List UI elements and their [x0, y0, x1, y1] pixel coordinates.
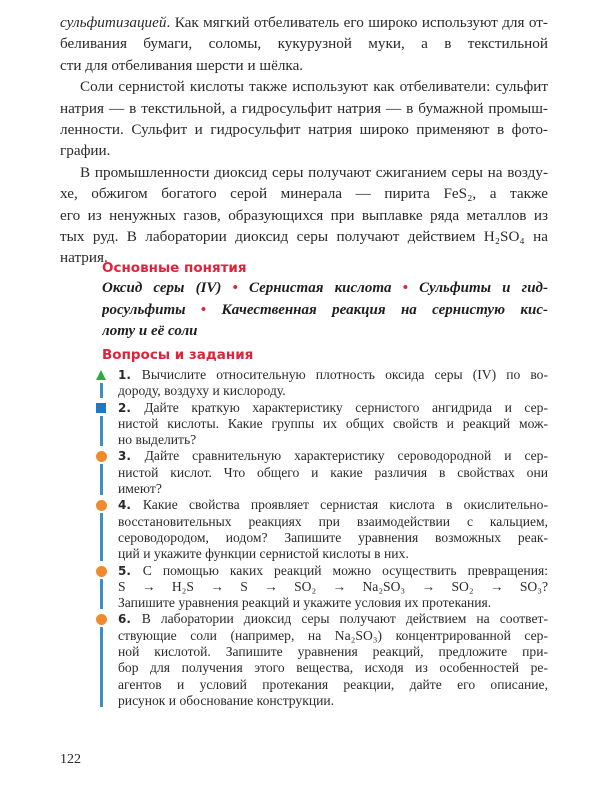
questions-section [102, 345, 548, 709]
text-line: сульфитизацией. Как мягкий отбеливатель его широко используют для от- [60, 14, 548, 31]
question-line: агентов и условий протекания реакции, дайте его описание, [118, 676, 548, 692]
question-bar [100, 416, 103, 447]
question-number: 4. [118, 498, 143, 513]
question-line: ствующие соли (например, на Na₂SO₃) концентрированной сер- [118, 627, 548, 643]
question-line: Запишите уравнения реакций и укажите условия их протекания. [118, 595, 492, 611]
question-number: 5. [118, 563, 143, 578]
question-number: 3. [118, 449, 145, 464]
question-line: 3. Дайте сравнительную характеристику сероводородной и сер- [118, 448, 548, 464]
paragraph [60, 162, 548, 269]
question-line: сероводородом, иодом? Запишите уравнения возможных реак- [118, 529, 548, 545]
question-line: нистой кислот. Что общего и какие различия в свойствах они [118, 464, 548, 480]
text-line: сти для отбеливания шерсти и шёлка. [60, 56, 304, 74]
question-bar [100, 464, 103, 495]
question-line: 1. Вычислите относительную плотность оксида серы (IV) по во- [118, 367, 548, 382]
question-item [102, 611, 548, 709]
question-line: бор для получения этого вещества, исходя из особенностей ре- [118, 660, 548, 676]
question-bar [100, 513, 103, 560]
question-line: имеют? [118, 481, 162, 497]
circle-difficulty-icon [96, 614, 107, 625]
question-line: 5. С помощью каких реакций можно осуществить превращения: [118, 562, 548, 578]
question-item [102, 448, 548, 497]
circle-difficulty-icon [96, 500, 107, 511]
circle-difficulty-icon [96, 566, 107, 577]
triangle-difficulty-icon [96, 370, 106, 380]
question-item [102, 563, 548, 612]
body-text [60, 12, 548, 269]
key-concepts-terms [102, 278, 548, 343]
square-difficulty-icon [96, 403, 106, 413]
text-line: тых руд. В лаборатории диоксид серы получают действием H₂SO₄ на [60, 227, 548, 245]
question-line: восстановительных реакциях при взаимодействии с кальцием, [118, 513, 548, 529]
question-item [102, 400, 548, 449]
question-line: ций и укажите функции сернистой кислоты в них. [118, 546, 409, 562]
question-item [102, 497, 548, 562]
question-item [102, 367, 548, 400]
questions-heading: Вопросы и задания [102, 347, 254, 363]
question-line: рисунок и обоснование конструкции. [118, 692, 335, 708]
text-line: В промышленности диоксид серы получают сжиганием серы на возду- [80, 163, 548, 181]
question-bar [100, 579, 103, 610]
concept-line: росульфиты • Качественная реакция на сернистую кис- [102, 301, 548, 318]
text-line: натрия — в текстильной, а гидросульфит натрия — в бумажной промыш- [60, 99, 548, 117]
question-line: 4. Какие свойства проявляет сернистая кислота в окислительно- [118, 497, 548, 513]
key-concepts-heading: Основные понятия [102, 260, 247, 276]
questions-list [102, 367, 548, 709]
question-line: 6. В лаборатории диоксид серы получают действием на соответ- [118, 611, 548, 627]
paragraph [60, 12, 548, 76]
question-line: 2. Дайте краткую характеристику сернистого ангидрида и сер- [118, 399, 548, 415]
question-line: дороду, воздуху и кислороду. [118, 383, 286, 399]
question-line: нистой кислоты. Какие группы их общих свойств и реакций мож- [118, 415, 548, 431]
text-line: натрия. [60, 249, 108, 267]
text-line: хе, обжигом богатого серой минерала — пирита FeS₂, а также [60, 185, 548, 203]
question-bar [100, 383, 103, 398]
concept-line: Оксид серы (IV) • Сернистая кислота • Сульфиты и гид- [102, 280, 548, 296]
question-number: 2. [118, 400, 145, 415]
text-line: графии. [60, 142, 111, 160]
page-number: 122 [60, 752, 81, 767]
question-line: S → H₂S → S → SO₂ → Na₂SO₃ → SO₂ → SO₃? [118, 578, 548, 594]
concept-line: лоту и её соли [102, 323, 198, 339]
question-number: 1. [118, 368, 142, 382]
question-line: но выделить? [118, 432, 197, 448]
text-line: его из ненужных газов, образующихся при выплавке ряда металлов из [60, 206, 548, 224]
key-concepts-box [102, 258, 548, 343]
text-line: ленности. Сульфит и гидросульфит натрия широко применяют в фото- [60, 120, 548, 138]
question-bar [100, 627, 103, 707]
question-number: 6. [118, 612, 142, 627]
question-line: ной кислотой. Запишите уравнения реакций, предложите при- [118, 644, 548, 660]
text-line: Соли сернистой кислоты также используют как отбеливатели: сульфит [80, 78, 548, 96]
paragraph [60, 76, 548, 162]
circle-difficulty-icon [96, 451, 107, 462]
text-line: беливания бумаги, соломы, кукурузной муки, а в текстильной [60, 35, 548, 53]
